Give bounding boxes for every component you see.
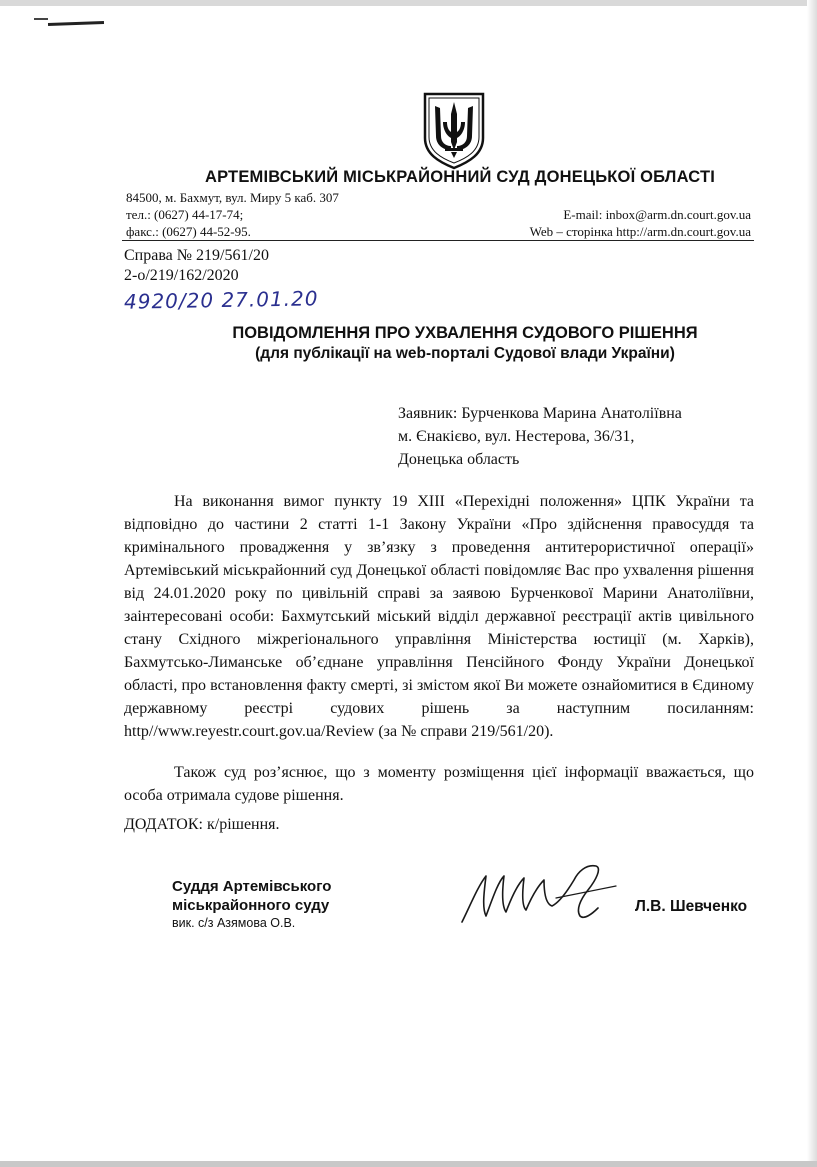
notice-body	[124, 490, 754, 807]
scan-edge-right	[807, 0, 817, 1167]
applicant-region: Донецька область	[398, 451, 520, 468]
judge-title	[172, 877, 331, 915]
notice-title: ПОВІДОМЛЕННЯ ПРО УХВАЛЕННЯ СУДОВОГО РІШЕННЯ	[232, 324, 698, 342]
court-address: 84500, м. Бахмут, вул. Миру 5 каб. 307	[126, 190, 339, 205]
body-paragraph-2: Також суд роз’яснює, що з моменту розміщення цієї інформації вважається, що особа отримала судове рішення.	[124, 764, 754, 804]
clerk-name: вик. с/з Азямова О.В.	[172, 916, 296, 930]
coat-of-arms-icon	[421, 92, 487, 170]
scan-corner-mark-small	[34, 18, 48, 20]
applicant-block	[398, 402, 682, 471]
court-name: АРТЕМІВСЬКИЙ МІСЬКРАЙОННИЙ СУД ДОНЕЦЬКОЇ ОБЛАСТІ	[204, 168, 716, 186]
judge-name: Л.В. Шевченко	[635, 898, 748, 915]
applicant-address: м. Єнакієво, вул. Нестерова, 36/31,	[398, 428, 635, 445]
scan-corner-mark	[48, 21, 104, 26]
proceeding-number: 2-о/219/162/2020	[124, 267, 239, 284]
case-number: Справа № 219/561/20	[124, 247, 269, 264]
case-info	[124, 246, 269, 286]
judge-title-line-2: міськрайонного суду	[172, 897, 330, 914]
court-website: Web – сторінка http://arm.dn.court.gov.ua	[529, 224, 751, 239]
body-paragraph-1: На виконання вимог пункту 19 ХІІІ «Перехідні положення» ЦПК України та відповідно до частини 2 статті 1-1 Закону України «Про здійснення правосуддя та кримінального провадження у зв’язку з проведення антитерористичної операції» Артемівський міськрайонний суд Донецької області повідомляє Вас про ухвалення рішення від 24.01.2020 року по цивільній справі за заявою Бурченкової Марини Анатоліївни, заінтересовані особи: Бахмутський міський відділ державної реєстрації актів цивільного стану Східного міжрегіонального управління Міністерства юстиції (м. Харків), Бахмутсько-Лиманське об’єднане управління Пенсійного Фонду України Донецької області, про встановлення факту смерті, зі змістом якої Ви можете ознайомитися в Єдиному державному реєстрі судових рішень за наступним посиланням: http//www.reyestr.court.gov.ua/Review (за № справи 219/561/20).	[124, 493, 754, 740]
header-divider	[122, 240, 754, 241]
scan-edge-bottom	[0, 1161, 817, 1167]
court-fax: факс.: (0627) 44-52-95.	[126, 224, 251, 239]
notice-subtitle: (для публікації на web-порталі Судової влади України)	[255, 345, 675, 362]
applicant-name: Заявник: Бурченкова Марина Анатоліївна	[398, 405, 682, 422]
scan-edge-top	[0, 0, 817, 6]
court-phone: тел.: (0627) 44-17-74;	[126, 207, 244, 222]
appendix-line: ДОДАТОК: к/рішення.	[124, 816, 280, 833]
judge-title-line-1: Суддя Артемівського	[172, 878, 332, 895]
handwritten-registration-note: 4920/20 27.01.20	[123, 286, 319, 314]
court-email: E-mail: inbox@arm.dn.court.gov.ua	[563, 207, 751, 222]
handwritten-signature-icon	[456, 856, 636, 928]
